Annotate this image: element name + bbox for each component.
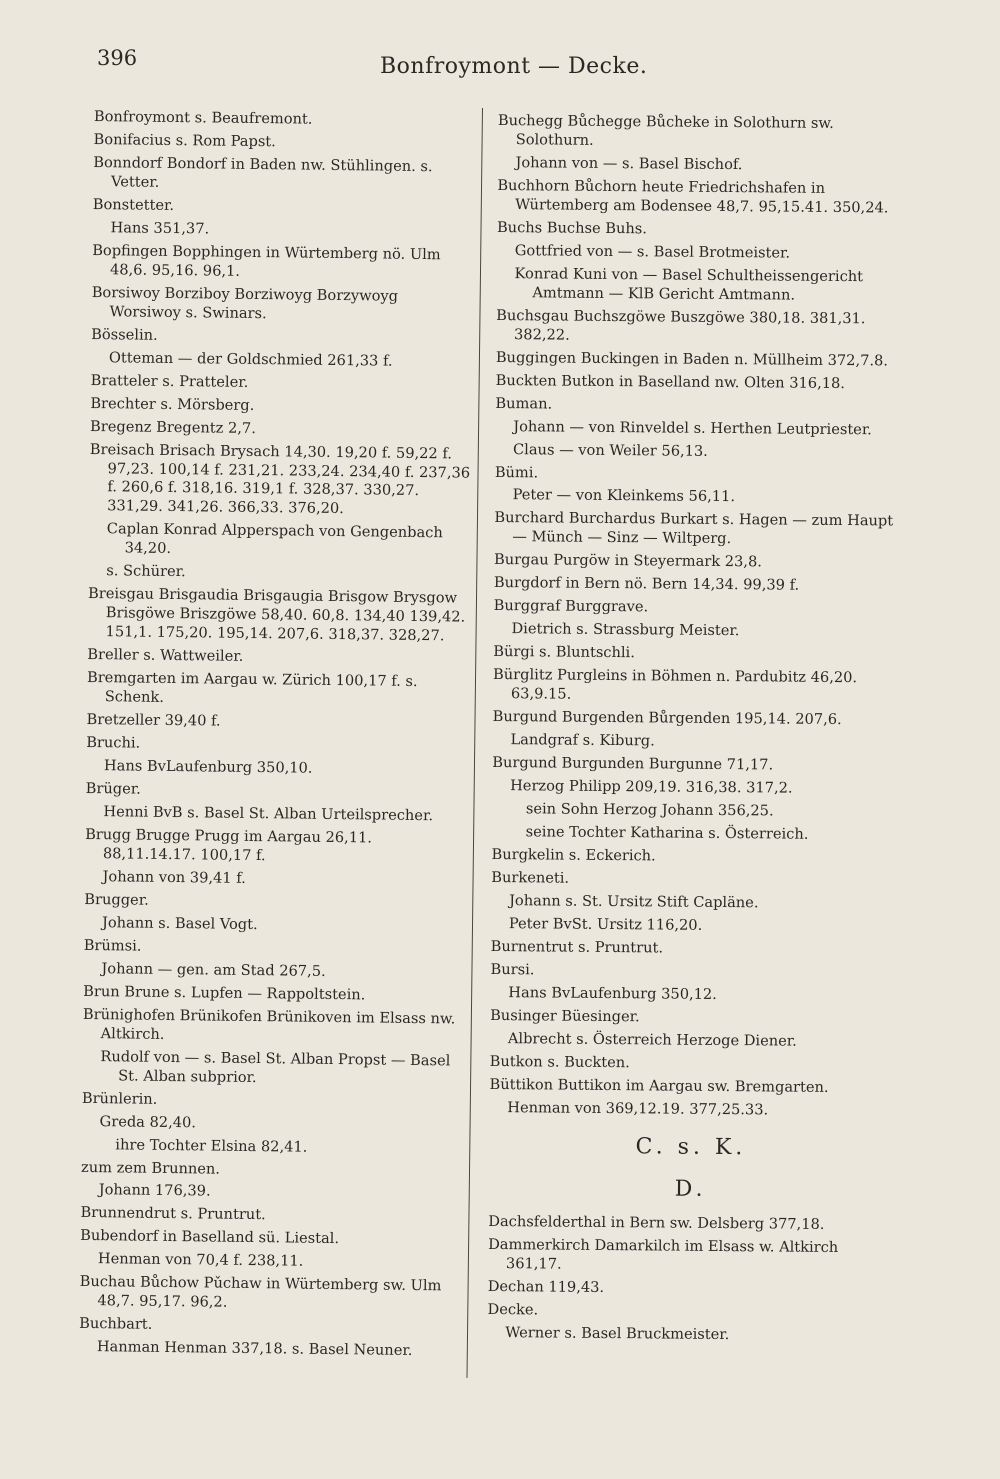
index-subentry: Gottfried von — s. Basel Brotmeister.: [514, 241, 791, 262]
index-entry: Brünighofen Brünikofen Brünikoven im Elsass nw. Altkirch.: [82, 1005, 456, 1043]
index-subentry: Albrecht s. Österreich Herzoge Diener.: [507, 1029, 797, 1050]
index-entry: Dachsfelderthal in Bern sw. Delsberg 377,18.: [488, 1212, 825, 1233]
index-entry: Bürgi s. Bluntschli.: [493, 643, 635, 662]
index-subentry: Henni BvB s. Basel St. Alban Urteilsprecher.: [103, 803, 434, 825]
index-entry: Burgau Purgöw in Steyermark 23,8.: [494, 551, 762, 571]
index-entry: Brümsi.: [83, 936, 142, 955]
index-entry: Bretzeller 39,40 f.: [86, 711, 221, 730]
index-entry: Brechter s. Mörsberg.: [90, 394, 255, 414]
index-entry: Borsiwoy Borziboy Borziwoyg Borzywoyg Worsiwoy s. Swinars.: [91, 283, 399, 322]
index-entry: Buchhorn Bůchorn heute Friedrichshafen in Würtemberg am Bodensee 48,7. 95,15.41. 350,24.: [497, 176, 889, 217]
index-entry: Breisgau Brisgaudia Brisgaugia Brisgow Brysgow Brisgöwe Briszgöwe 58,40. 60,8. 134,40 139,42. 151,1. 175,20. 195,14. 207,6. 318,37. 328,27.: [87, 585, 466, 645]
index-subentry: Johann s. Basel Vogt.: [101, 914, 258, 933]
index-entry: Buckten Butkon in Baselland nw. Olten 316,18.: [495, 371, 846, 392]
section-heading: C. s. K.: [635, 1133, 747, 1160]
page-number: 396: [97, 46, 138, 70]
index-subentry: Johann von 39,41 f.: [102, 868, 246, 887]
index-subentry: Werner s. Basel Bruckmeister.: [505, 1323, 730, 1343]
section-heading: D.: [674, 1176, 707, 1203]
index-entry: Dechan 119,43.: [487, 1277, 605, 1296]
index-subentry: s. Schürer.: [106, 562, 186, 581]
index-subentry: Landgraf s. Kiburg.: [510, 731, 655, 750]
index-subentry: Claus — von Weiler 56,13.: [512, 440, 708, 460]
index-subentry: Caplan Konrad Alpperspach von Gengenbach 34,20.: [106, 520, 443, 558]
running-title: Bonfroymont — Decke.: [380, 54, 648, 79]
index-subentry: Hans 351,37.: [110, 219, 210, 238]
index-entry: Brugg Brugge Prugg im Aargau 26,11. 88,11.14.17. 100,17 f.: [85, 825, 373, 865]
index-entry: Bubendorf in Baselland sü. Liestal.: [80, 1227, 340, 1248]
index-entry: Buman.: [495, 394, 553, 413]
index-subentry: seine Tochter Katharina s. Österreich.: [525, 823, 809, 843]
index-entry: Burgund Burgunden Burgunne 71,17.: [492, 754, 774, 774]
index-entry: Businger Büesinger.: [490, 1006, 640, 1026]
index-subentry: Hans BvLaufenburg 350,10.: [103, 757, 313, 777]
index-entry: Büttikon Buttikon im Aargau sw. Bremgarten.: [489, 1075, 829, 1096]
index-subentry: Greda 82,40.: [99, 1112, 197, 1131]
index-subentry: Hanman Henman 337,18. s. Basel Neuner.: [96, 1338, 413, 1360]
index-entry: Bonndorf Bondorf in Baden nw. Stühlingen. s. Vetter.: [93, 153, 433, 191]
index-subentry: Otteman — der Goldschmied 261,33 f.: [108, 348, 393, 370]
index-entry: Butkon s. Buckten.: [489, 1052, 630, 1071]
index-entry: Bursi.: [490, 960, 535, 979]
right-column: [487, 112, 902, 1350]
index-subentry: Konrad Kuni von — Basel Schultheissengericht Amtmann — KlB Gericht Amtmann.: [514, 264, 864, 304]
index-entry: Bopfingen Bopphingen in Würtemberg nö. Ulm 48,6. 95,16. 96,1.: [92, 241, 441, 280]
index-subentry: Johann s. St. Ursitz Stift Capläne.: [509, 892, 759, 912]
index-subentry: Johann — von Rinveldel s. Herthen Leutpriester.: [513, 417, 872, 438]
index-subentry: sein Sohn Herzog Johann 356,25.: [525, 800, 774, 820]
index-entry: Buchegg Bůchegge Bůcheke in Solothurn sw. Solothurn.: [497, 112, 834, 149]
index-entry: Bregenz Bregentz 2,7.: [90, 417, 257, 437]
index-entry: Bürglitz Purgleins in Böhmen n. Pardubitz 46,20. 63,9.15.: [493, 666, 858, 703]
index-entry: Burchard Burchardus Burkart s. Hagen — zum Haupt — Münch — Sinz — Wiltperg.: [494, 509, 894, 548]
index-entry: Buchs Buchse Buhs.: [496, 218, 647, 238]
index-entry: Burkeneti.: [491, 868, 570, 887]
index-entry: Brunnendrut s. Pruntrut.: [80, 1204, 266, 1224]
index-subentry: Johann von — s. Basel Bischof.: [515, 154, 743, 174]
index-subentry: Rudolf von — s. Basel St. Alban Propst — Basel St. Alban subprior.: [100, 1047, 451, 1086]
left-column: [79, 108, 476, 1366]
index-entry: Buchau Bůchow Pǔchaw in Würtemberg sw. Ulm 48,7. 95,17. 96,2.: [79, 1273, 442, 1312]
index-entry: Bümi.: [494, 463, 539, 481]
index-subentry: Herzog Philipp 209,19. 316,38. 317,2.: [510, 777, 793, 797]
index-subentry: Peter — von Kleinkems 56,11.: [512, 486, 736, 506]
index-entry: Brugger.: [84, 890, 149, 909]
index-entry: Breller s. Wattweiler.: [87, 646, 244, 666]
index-entry: Burgdorf in Bern nö. Bern 14,34. 99,39 f.: [493, 574, 800, 594]
index-subentry: Johann 176,39.: [98, 1181, 211, 1200]
index-entry: Burggraf Burggrave.: [493, 597, 649, 616]
index-entry: Bratteler s. Pratteler.: [90, 371, 249, 391]
index-subentry: Henman von 70,4 f. 238,11.: [97, 1250, 304, 1271]
index-entry: Breisach Brisach Brysach 14,30. 19,20 f. 59,22 f. 97,23. 100,14 f. 231,21. 233,24. 234,40 f. 237,36 f. 260,6 f. 318,16. 319,1 f. 328,37. 330,27. 331,29. 341,26. 366,33. 376,20.: [89, 440, 471, 518]
index-subentry: Henman von 369,12.19. 377,25.33.: [507, 1098, 769, 1119]
index-subentry: Peter BvSt. Ursitz 116,20.: [508, 915, 703, 934]
index-entry: Dammerkirch Damarkilch im Elsass w. Altkirch 361,17.: [488, 1235, 839, 1273]
index-entry: Bruchi.: [86, 734, 141, 752]
index-entry: Bremgarten im Aargau w. Zürich 100,17 f. s. Schenk.: [86, 669, 418, 707]
index-entry: Buggingen Buckingen in Baden n. Müllheim 372,7.8.: [495, 348, 889, 370]
index-entry: Bonfroymont s. Beaufremont.: [93, 108, 313, 128]
index-entry: Burnentrut s. Pruntrut.: [490, 937, 664, 957]
index-entry: Brun Brune s. Lupfen — Rappoltstein.: [83, 982, 366, 1004]
index-entry: Brüger.: [85, 779, 141, 798]
index-entry: Decke.: [487, 1300, 539, 1319]
index-subentry: Dietrich s. Strassburg Meister.: [511, 620, 740, 640]
index-entry: Bonifacius s. Rom Papst.: [93, 130, 276, 151]
index-entry: zum zem Brunnen.: [80, 1158, 221, 1178]
index-subentry: Johann — gen. am Stad 267,5.: [101, 959, 326, 980]
index-entry: Brünlerin.: [81, 1089, 158, 1108]
index-subentry: ihre Tochter Elsina 82,41.: [115, 1135, 308, 1156]
index-entry: Buchsgau Buchszgöwe Buszgöwe 380,18. 381,31. 382,22.: [496, 306, 866, 344]
index-subentry: Hans BvLaufenburg 350,12.: [508, 983, 717, 1003]
index-entry: Buchbart.: [79, 1315, 153, 1334]
index-entry: Burgkelin s. Eckerich.: [491, 845, 656, 865]
index-entry: Bonstetter.: [92, 195, 175, 214]
index-entry: Bösselin.: [91, 325, 158, 344]
index-entry: Burgund Burgenden Bůrgenden 195,14. 207,6.: [492, 708, 842, 729]
